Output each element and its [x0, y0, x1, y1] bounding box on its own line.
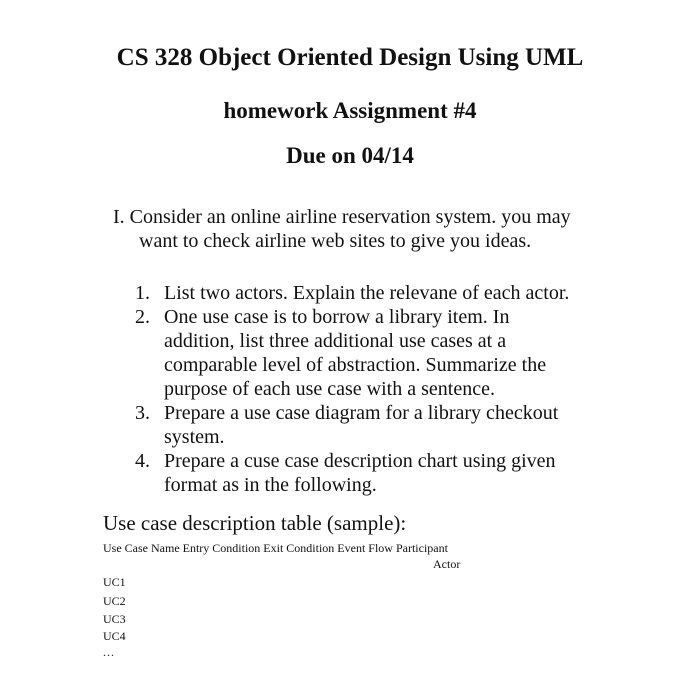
intro-line-1: I. Consider an online airline reservation system. you may: [113, 206, 571, 228]
question-number: 2.: [135, 306, 150, 328]
question-line: purpose of each use case with a sentence.: [164, 378, 495, 400]
question-line: addition, list three additional use cases at a: [164, 330, 507, 352]
question-number: 4.: [135, 450, 150, 472]
intro-line-2: want to check airline web sites to give you ideas.: [139, 230, 532, 252]
question-text: [164, 401, 558, 449]
question-line: One use case is to borrow a library item. In: [164, 306, 510, 328]
question-line: system.: [164, 426, 225, 448]
table-ellipsis: ...: [103, 645, 115, 659]
table-row-uc4: UC4: [103, 629, 126, 643]
assignment-title: homework Assignment #4: [223, 98, 477, 123]
table-heading: Use case description table (sample):: [103, 511, 407, 535]
question-line: comparable level of abstraction. Summarize the: [164, 354, 547, 376]
question-text: [164, 449, 556, 497]
due-date: Due on 04/14: [286, 143, 414, 168]
table-row-uc2: UC2: [103, 594, 126, 608]
question-line: format as in the following.: [164, 474, 377, 496]
table-column-headers: Use Case Name Entry Condition Exit Condition Event Flow Participant: [103, 541, 448, 555]
question-line: List two actors. Explain the relevane of each actor.: [164, 282, 570, 304]
question-text: [164, 281, 569, 305]
question-text: [164, 305, 546, 401]
question-number: 1.: [135, 282, 150, 304]
table-row-uc3: UC3: [103, 612, 126, 626]
question-line: Prepare a cuse case description chart using given: [164, 450, 556, 472]
intro-paragraph: [113, 205, 571, 253]
course-title: CS 328 Object Oriented Design Using UML: [116, 44, 584, 71]
actor-column-label: Actor: [433, 557, 461, 571]
question-number: 3.: [135, 402, 150, 424]
table-row-uc1: UC1: [103, 575, 126, 589]
question-line: Prepare a use case diagram for a library checkout: [164, 402, 559, 424]
